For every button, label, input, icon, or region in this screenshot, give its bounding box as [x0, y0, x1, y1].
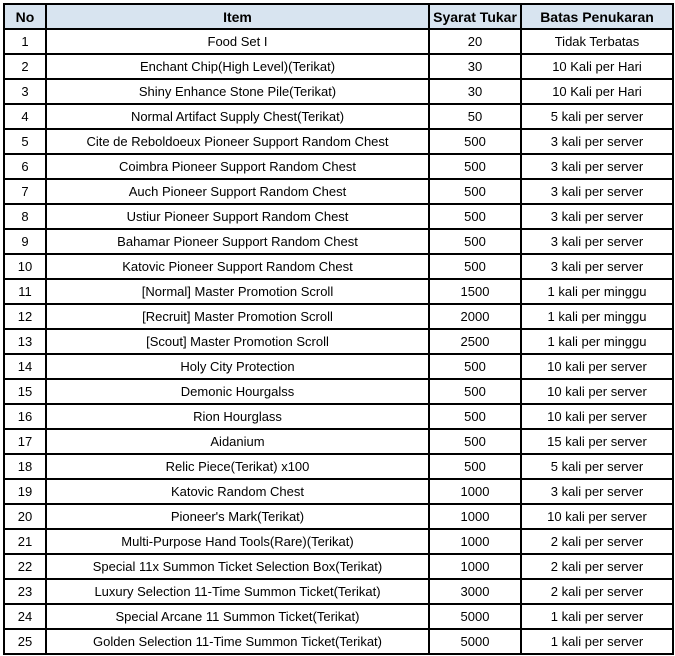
cell-no: 6 — [4, 154, 46, 179]
cell-limit: 3 kali per server — [521, 479, 673, 504]
cell-cost: 30 — [429, 54, 521, 79]
cell-cost: 50 — [429, 104, 521, 129]
column-header-cost: Syarat Tukar — [429, 4, 521, 29]
cell-limit: 10 Kali per Hari — [521, 79, 673, 104]
table-row — [4, 354, 673, 379]
cell-cost: 500 — [429, 404, 521, 429]
column-header-no: No — [4, 4, 46, 29]
cell-item: Demonic Hourgalss — [46, 379, 429, 404]
table-row — [4, 554, 673, 579]
cell-item: Multi-Purpose Hand Tools(Rare)(Terikat) — [46, 529, 429, 554]
cell-limit: 1 kali per server — [521, 604, 673, 629]
cell-limit: 3 kali per server — [521, 204, 673, 229]
cell-cost: 2500 — [429, 329, 521, 354]
cell-limit: 5 kali per server — [521, 454, 673, 479]
cell-no: 4 — [4, 104, 46, 129]
cell-item: Shiny Enhance Stone Pile(Terikat) — [46, 79, 429, 104]
cell-item: Normal Artifact Supply Chest(Terikat) — [46, 104, 429, 129]
cell-limit: 2 kali per server — [521, 554, 673, 579]
cell-limit: 3 kali per server — [521, 254, 673, 279]
cell-no: 21 — [4, 529, 46, 554]
table-row — [4, 454, 673, 479]
table-row — [4, 604, 673, 629]
cell-cost: 1000 — [429, 504, 521, 529]
table-row — [4, 104, 673, 129]
cell-limit: 1 kali per minggu — [521, 329, 673, 354]
cell-item: Holy City Protection — [46, 354, 429, 379]
cell-item: Enchant Chip(High Level)(Terikat) — [46, 54, 429, 79]
cell-cost: 500 — [429, 154, 521, 179]
cell-no: 3 — [4, 79, 46, 104]
cell-limit: 2 kali per server — [521, 529, 673, 554]
cell-limit: 5 kali per server — [521, 104, 673, 129]
cell-no: 12 — [4, 304, 46, 329]
cell-no: 1 — [4, 29, 46, 54]
table-row — [4, 279, 673, 304]
cell-item: Cite de Reboldoeux Pioneer Support Random Chest — [46, 129, 429, 154]
table-row — [4, 254, 673, 279]
cell-no: 9 — [4, 229, 46, 254]
table-row — [4, 129, 673, 154]
cell-cost: 1000 — [429, 479, 521, 504]
column-header-item: Item — [46, 4, 429, 29]
cell-no: 20 — [4, 504, 46, 529]
cell-no: 23 — [4, 579, 46, 604]
cell-cost: 500 — [429, 204, 521, 229]
cell-limit: 3 kali per server — [521, 154, 673, 179]
cell-item: Luxury Selection 11-Time Summon Ticket(Terikat) — [46, 579, 429, 604]
cell-cost: 500 — [429, 254, 521, 279]
cell-no: 25 — [4, 629, 46, 654]
cell-cost: 500 — [429, 179, 521, 204]
cell-limit: Tidak Terbatas — [521, 29, 673, 54]
cell-cost: 5000 — [429, 604, 521, 629]
cell-no: 17 — [4, 429, 46, 454]
cell-item: [Scout] Master Promotion Scroll — [46, 329, 429, 354]
cell-no: 14 — [4, 354, 46, 379]
cell-cost: 500 — [429, 229, 521, 254]
cell-limit: 15 kali per server — [521, 429, 673, 454]
cell-no: 8 — [4, 204, 46, 229]
cell-limit: 3 kali per server — [521, 179, 673, 204]
table-row — [4, 429, 673, 454]
table-row — [4, 404, 673, 429]
cell-item: Golden Selection 11-Time Summon Ticket(Terikat) — [46, 629, 429, 654]
cell-cost: 1500 — [429, 279, 521, 304]
cell-cost: 30 — [429, 79, 521, 104]
table-row — [4, 579, 673, 604]
cell-item: Coimbra Pioneer Support Random Chest — [46, 154, 429, 179]
cell-no: 15 — [4, 379, 46, 404]
cell-cost: 500 — [429, 129, 521, 154]
table-row — [4, 329, 673, 354]
cell-cost: 500 — [429, 379, 521, 404]
cell-item: Rion Hourglass — [46, 404, 429, 429]
cell-cost: 500 — [429, 454, 521, 479]
cell-item: Pioneer's Mark(Terikat) — [46, 504, 429, 529]
cell-limit: 3 kali per server — [521, 229, 673, 254]
cell-limit: 1 kali per minggu — [521, 304, 673, 329]
table-row — [4, 504, 673, 529]
cell-cost: 5000 — [429, 629, 521, 654]
cell-no: 22 — [4, 554, 46, 579]
table-row — [4, 154, 673, 179]
cell-item: Katovic Pioneer Support Random Chest — [46, 254, 429, 279]
cell-item: Food Set I — [46, 29, 429, 54]
cell-limit: 1 kali per minggu — [521, 279, 673, 304]
table-row — [4, 29, 673, 54]
cell-item: Relic Piece(Terikat) x100 — [46, 454, 429, 479]
table-row — [4, 54, 673, 79]
table-row — [4, 229, 673, 254]
cell-cost: 3000 — [429, 579, 521, 604]
cell-no: 5 — [4, 129, 46, 154]
cell-cost: 1000 — [429, 529, 521, 554]
cell-limit: 10 kali per server — [521, 404, 673, 429]
cell-no: 16 — [4, 404, 46, 429]
cell-no: 2 — [4, 54, 46, 79]
cell-item: Bahamar Pioneer Support Random Chest — [46, 229, 429, 254]
cell-item: Special Arcane 11 Summon Ticket(Terikat) — [46, 604, 429, 629]
cell-item: Katovic Random Chest — [46, 479, 429, 504]
table-row — [4, 479, 673, 504]
cell-no: 18 — [4, 454, 46, 479]
cell-item: [Recruit] Master Promotion Scroll — [46, 304, 429, 329]
column-header-limit: Batas Penukaran — [521, 4, 673, 29]
cell-no: 11 — [4, 279, 46, 304]
table-row — [4, 629, 673, 654]
cell-no: 10 — [4, 254, 46, 279]
cell-item: [Normal] Master Promotion Scroll — [46, 279, 429, 304]
table-row — [4, 379, 673, 404]
cell-limit: 10 kali per server — [521, 354, 673, 379]
cell-limit: 1 kali per server — [521, 629, 673, 654]
table-row — [4, 529, 673, 554]
cell-limit: 2 kali per server — [521, 579, 673, 604]
cell-item: Auch Pioneer Support Random Chest — [46, 179, 429, 204]
cell-cost: 20 — [429, 29, 521, 54]
cell-cost: 1000 — [429, 554, 521, 579]
cell-cost: 500 — [429, 429, 521, 454]
exchange-table — [3, 3, 674, 655]
table-row — [4, 204, 673, 229]
cell-limit: 10 Kali per Hari — [521, 54, 673, 79]
cell-item: Aidanium — [46, 429, 429, 454]
cell-no: 19 — [4, 479, 46, 504]
cell-limit: 10 kali per server — [521, 379, 673, 404]
cell-no: 24 — [4, 604, 46, 629]
header-row — [4, 4, 673, 29]
table-row — [4, 179, 673, 204]
cell-limit: 3 kali per server — [521, 129, 673, 154]
cell-cost: 500 — [429, 354, 521, 379]
table-row — [4, 304, 673, 329]
cell-cost: 2000 — [429, 304, 521, 329]
table-row — [4, 79, 673, 104]
cell-item: Special 11x Summon Ticket Selection Box(Terikat) — [46, 554, 429, 579]
cell-no: 13 — [4, 329, 46, 354]
cell-item: Ustiur Pioneer Support Random Chest — [46, 204, 429, 229]
cell-no: 7 — [4, 179, 46, 204]
cell-limit: 10 kali per server — [521, 504, 673, 529]
